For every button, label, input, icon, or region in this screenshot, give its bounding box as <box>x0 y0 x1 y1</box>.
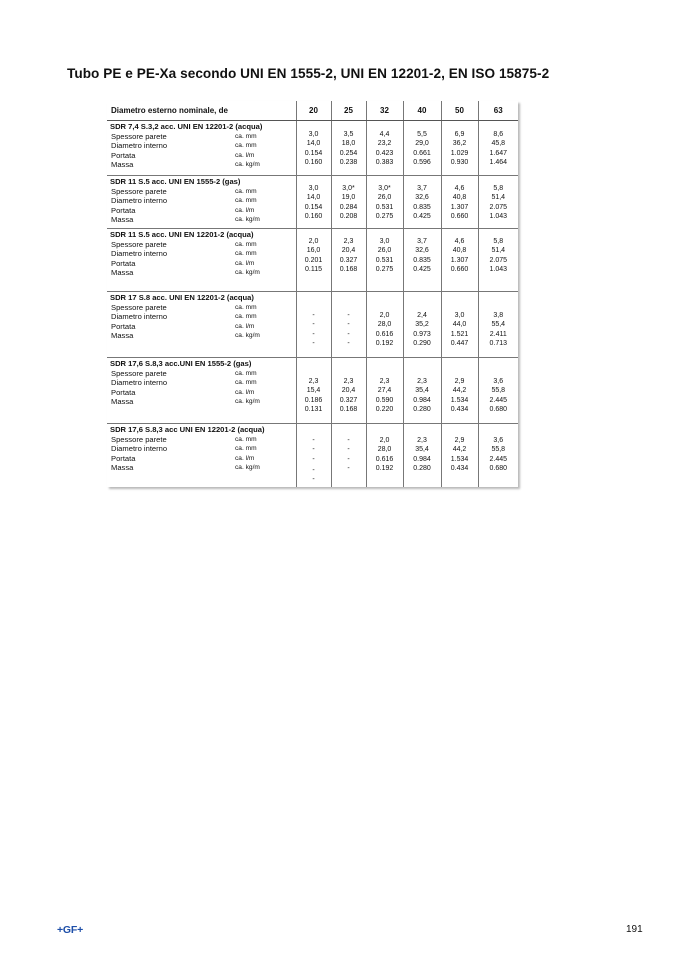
cell-value: 2,3 <box>343 238 354 245</box>
row-unit: ca. mm <box>235 313 257 321</box>
row-label-line <box>111 141 296 150</box>
row-label: Massa <box>111 267 134 277</box>
cell-value: 0.115 <box>305 265 322 273</box>
value-cell <box>403 292 441 358</box>
cell-value: 3,7 <box>417 185 427 192</box>
row-label-line <box>111 206 296 215</box>
row-labels <box>107 132 296 169</box>
row-label: Portata <box>111 453 136 463</box>
row-label: Massa <box>111 396 134 406</box>
row-label-line <box>111 303 296 312</box>
cell-value: 19,0 <box>341 194 356 202</box>
row-label: Portata <box>111 321 136 331</box>
row-label-line <box>111 259 296 268</box>
row-unit: ca. l/m <box>235 259 255 267</box>
value-cell <box>331 358 366 424</box>
cell-value: 0.383 <box>375 158 394 166</box>
row-unit: ca. mm <box>235 188 257 195</box>
value-cell <box>403 424 441 487</box>
cell-value: 0.835 <box>413 203 431 211</box>
row-unit: ca. mm <box>235 241 257 248</box>
row-unit: ca. mm <box>235 197 257 205</box>
cell-value: 0.192 <box>375 339 394 347</box>
cell-value: 2,3 <box>308 378 319 385</box>
cell-value: 32,6 <box>415 194 429 202</box>
row-label-line <box>111 331 296 340</box>
row-unit: ca. mm <box>235 250 257 258</box>
cell-value: 0.131 <box>304 405 323 413</box>
cell-value: - <box>312 330 315 338</box>
cell-value: 0.835 <box>413 256 431 264</box>
table-body <box>107 121 518 487</box>
row-label: Diametro interno <box>111 312 168 322</box>
cell-value: 0.434 <box>450 405 469 413</box>
header-label: Diametro esterno nominale, de <box>107 101 296 121</box>
cell-value: 1.521 <box>450 330 469 338</box>
value-cell <box>296 229 331 292</box>
cell-value: 0.661 <box>413 149 431 157</box>
cell-value: 2,3 <box>343 378 354 385</box>
column-header: 63 <box>478 101 518 121</box>
value-cell <box>478 229 518 292</box>
cell-value: - <box>312 339 315 347</box>
cell-value: - <box>312 312 315 319</box>
value-cell <box>331 424 366 487</box>
cell-value: 35,4 <box>415 446 429 454</box>
page-number: 191 <box>626 924 643 935</box>
cell-value: - <box>347 455 350 463</box>
cell-value: 0.425 <box>413 265 431 273</box>
cell-value: 3,7 <box>417 238 427 245</box>
value-cell <box>366 358 403 424</box>
table-section-row <box>107 121 518 176</box>
cell-value: 4,6 <box>454 185 465 192</box>
value-cell <box>441 176 478 229</box>
value-cell <box>403 176 441 229</box>
row-label: Massa <box>111 159 134 169</box>
row-labels <box>107 369 296 406</box>
cell-value: 0.531 <box>375 203 394 211</box>
cell-value: 28,0 <box>377 446 392 454</box>
cell-value: 0.186 <box>304 396 323 404</box>
value-cell <box>331 176 366 229</box>
row-unit: ca. kg/m <box>235 397 260 405</box>
cell-value: - <box>312 455 315 463</box>
table-section-row <box>107 229 518 292</box>
cell-value: 0.254 <box>339 149 358 157</box>
cell-value: 2.411 <box>489 330 507 338</box>
value-cell <box>296 292 331 358</box>
column-header: 32 <box>366 101 403 121</box>
row-unit: ca. l/m <box>235 206 255 214</box>
cell-value: 4,6 <box>454 238 465 245</box>
cell-value: 0.154 <box>304 149 323 157</box>
cell-value: 0.290 <box>413 339 431 347</box>
section-label-cell <box>107 424 296 487</box>
cell-value: 23,2 <box>377 140 392 148</box>
cell-value: 5,8 <box>493 185 504 192</box>
cell-value: 2,3 <box>417 378 427 385</box>
section-title: SDR 17 S.8 acc. UNI EN 12201-2 (acqua) <box>110 293 254 302</box>
row-unit: ca. mm <box>235 133 257 140</box>
cell-value: 1.464 <box>489 158 508 166</box>
table-section-row <box>107 358 518 424</box>
cell-value: 0.238 <box>339 158 358 166</box>
cell-value: 2.075 <box>489 203 508 211</box>
section-label-cell <box>107 229 296 292</box>
cell-value: - <box>347 330 350 338</box>
value-cell <box>296 358 331 424</box>
cell-value: 36,2 <box>452 140 467 148</box>
cell-value: 2,0 <box>308 238 319 245</box>
cell-value: 1.307 <box>450 256 469 264</box>
cell-value: 0.275 <box>375 265 394 273</box>
cell-value: 2,9 <box>454 378 465 385</box>
row-label-line <box>111 454 296 463</box>
row-label-line <box>111 388 296 397</box>
cell-value: 51,4 <box>491 247 506 255</box>
row-label: Spessore parete <box>111 435 167 444</box>
cell-value: 40,8 <box>452 194 467 202</box>
row-label-line <box>111 187 296 196</box>
column-header: 40 <box>403 101 441 121</box>
table-header-row <box>107 101 518 121</box>
page-title: Tubo PE e PE-Xa secondo UNI EN 1555-2, UNI EN 12201-2, EN ISO 15875-2 <box>67 66 550 81</box>
cell-value: 1.029 <box>450 149 469 157</box>
cell-value: - <box>347 339 350 347</box>
cell-value: 0.590 <box>375 396 394 404</box>
row-label: Spessore parete <box>111 303 167 312</box>
cell-value: 2,0 <box>379 437 390 444</box>
cell-value: - <box>312 321 315 329</box>
cell-value: 0.275 <box>375 212 394 220</box>
cell-value: 0.434 <box>450 464 469 472</box>
cell-value: 1.043 <box>489 212 508 220</box>
cell-value: 3,0 <box>308 185 319 192</box>
value-cell <box>478 358 518 424</box>
value-cell <box>441 121 478 176</box>
cell-value: 0.713 <box>489 339 508 347</box>
cell-value: 1.307 <box>450 203 469 211</box>
table-section-row <box>107 176 518 229</box>
row-unit: ca. kg/m <box>235 268 260 276</box>
pipe-dimensions-table <box>107 101 518 487</box>
cell-value: 0.160 <box>304 212 323 220</box>
row-labels <box>107 240 296 277</box>
cell-value: 0.284 <box>339 203 358 211</box>
row-unit: ca. l/m <box>235 322 255 330</box>
value-cell <box>403 358 441 424</box>
row-label-line <box>111 435 296 444</box>
row-label: Spessore parete <box>111 240 167 249</box>
row-unit: ca. l/m <box>235 388 255 396</box>
cell-value: 3,0 <box>379 238 390 245</box>
cell-value: - <box>347 312 350 319</box>
cell-value: 0.680 <box>489 464 508 472</box>
value-cell <box>331 292 366 358</box>
cell-value: 2,4 <box>417 312 427 319</box>
value-cell <box>478 424 518 487</box>
cell-value: 0.973 <box>413 330 431 338</box>
cell-value: 0.168 <box>339 265 358 273</box>
cell-value: 28,0 <box>377 321 392 329</box>
cell-value: - <box>312 476 315 484</box>
row-label: Massa <box>111 214 134 224</box>
cell-value: 2,0 <box>379 312 390 319</box>
value-cell <box>441 424 478 487</box>
section-title: SDR 11 S.5 acc. UNI EN 12201-2 (acqua) <box>110 230 254 239</box>
value-cell <box>478 121 518 176</box>
cell-value: 0.596 <box>413 158 431 166</box>
cell-value: 14,0 <box>306 140 321 148</box>
cell-value: 0.616 <box>375 330 394 338</box>
value-cell <box>331 229 366 292</box>
cell-value: - <box>347 437 350 444</box>
cell-value: - <box>347 446 350 454</box>
cell-value: 0.680 <box>489 405 508 413</box>
cell-value: 3,0* <box>378 185 391 192</box>
cell-value: 0.423 <box>375 149 394 157</box>
row-unit: ca. l/m <box>235 454 255 462</box>
cell-value: 15,4 <box>306 387 321 395</box>
cell-value: - <box>347 321 350 329</box>
row-labels <box>107 187 296 224</box>
value-cell <box>366 424 403 487</box>
cell-value: 55,8 <box>491 387 506 395</box>
cell-value: 55,4 <box>491 321 506 329</box>
row-label-line <box>111 160 296 169</box>
cell-value: 35,2 <box>415 321 429 329</box>
column-header: 25 <box>331 101 366 121</box>
cell-value: 2,9 <box>454 437 465 444</box>
row-unit: ca. mm <box>235 142 257 150</box>
row-label: Massa <box>111 462 134 472</box>
row-label: Portata <box>111 150 136 160</box>
cell-value: 0.168 <box>339 405 358 413</box>
cell-value: 20,4 <box>341 387 356 395</box>
cell-value: 26,0 <box>377 194 392 202</box>
row-unit: ca. l/m <box>235 151 255 159</box>
value-cell <box>478 176 518 229</box>
cell-value: 3,0* <box>342 185 355 192</box>
cell-value: 18,0 <box>341 140 356 148</box>
cell-value: 1.647 <box>489 149 508 157</box>
section-title: SDR 17,6 S.8,3 acc.UNI EN 1555-2 (gas) <box>110 359 252 368</box>
row-unit: ca. mm <box>235 379 257 387</box>
table-section-row <box>107 292 518 358</box>
cell-value: 3,8 <box>493 312 504 319</box>
cell-value: 8,6 <box>493 131 504 138</box>
cell-value: 0.660 <box>450 265 469 273</box>
cell-value: 0.930 <box>450 158 469 166</box>
row-label: Diametro interno <box>111 196 168 206</box>
cell-value: 0.616 <box>375 455 394 463</box>
value-cell <box>331 121 366 176</box>
value-cell <box>478 292 518 358</box>
cell-value: 32,6 <box>415 247 429 255</box>
cell-value: 0.192 <box>375 464 394 472</box>
row-label-line <box>111 151 296 160</box>
row-label: Portata <box>111 258 136 268</box>
row-label-line <box>111 196 296 205</box>
cell-value: 3,0 <box>454 312 465 319</box>
cell-value: 20,4 <box>341 247 356 255</box>
row-label: Diametro interno <box>111 141 168 151</box>
cell-value: - <box>312 466 315 474</box>
row-label: Spessore parete <box>111 369 167 378</box>
value-cell <box>441 229 478 292</box>
value-cell <box>366 229 403 292</box>
row-label: Portata <box>111 387 136 397</box>
row-label-line <box>111 132 296 141</box>
value-cell <box>366 292 403 358</box>
cell-value: 27,4 <box>377 387 392 395</box>
cell-value: 3,0 <box>308 131 319 138</box>
cell-value: 40,8 <box>452 247 467 255</box>
cell-value: 1.043 <box>489 265 508 273</box>
row-label-line <box>111 249 296 258</box>
value-cell <box>441 358 478 424</box>
cell-value: - <box>312 437 315 444</box>
value-cell <box>403 121 441 176</box>
row-label: Massa <box>111 330 134 340</box>
row-label: Diametro interno <box>111 249 168 259</box>
cell-value: 0.327 <box>339 396 358 404</box>
section-title: SDR 11 S.5 acc. UNI EN 1555-2 (gas) <box>110 177 241 186</box>
row-label: Portata <box>111 205 136 215</box>
cell-value: 0.984 <box>413 455 431 463</box>
value-cell <box>296 176 331 229</box>
cell-value: 0.984 <box>413 396 431 404</box>
cell-value: 0.447 <box>450 339 469 347</box>
cell-value: - <box>312 446 315 454</box>
cell-value: 55,8 <box>491 446 506 454</box>
table-section-row <box>107 424 518 487</box>
cell-value: 45,8 <box>491 140 506 148</box>
value-cell <box>296 424 331 487</box>
cell-value: 0.154 <box>304 203 323 211</box>
row-label-line <box>111 444 296 453</box>
cell-value: 35,4 <box>415 387 429 395</box>
row-label-line <box>111 322 296 331</box>
cell-value: 0.208 <box>339 212 358 220</box>
section-label-cell <box>107 292 296 358</box>
row-label-line <box>111 397 296 406</box>
cell-value: 44,2 <box>452 387 467 395</box>
section-title: SDR 7,4 S.3,2 acc. UNI EN 12201-2 (acqua) <box>110 122 263 131</box>
column-header: 50 <box>441 101 478 121</box>
row-labels <box>107 303 296 340</box>
cell-value: 0.280 <box>413 464 431 472</box>
cell-value: 2,3 <box>379 378 390 385</box>
cell-value: 0.160 <box>304 158 323 166</box>
row-unit: ca. kg/m <box>235 215 260 223</box>
section-label-cell <box>107 176 296 229</box>
row-label-line <box>111 369 296 378</box>
row-label-line <box>111 215 296 224</box>
value-cell <box>441 292 478 358</box>
cell-value: 6,9 <box>454 131 465 138</box>
value-cell <box>403 229 441 292</box>
row-label: Spessore parete <box>111 187 167 196</box>
row-unit: ca. mm <box>235 445 257 453</box>
cell-value: 0.425 <box>413 212 431 220</box>
row-unit: ca. kg/m <box>235 331 260 339</box>
cell-value: 2.075 <box>489 256 508 264</box>
value-cell <box>296 121 331 176</box>
cell-value: 5,5 <box>417 131 427 138</box>
section-title: SDR 17,6 S.8,3 acc UNI EN 12201-2 (acqua) <box>110 425 265 434</box>
row-unit: ca. mm <box>235 304 257 311</box>
gf-logo: +GF+ <box>57 924 84 936</box>
row-unit: ca. kg/m <box>235 463 260 471</box>
section-label-cell <box>107 121 296 176</box>
row-unit: ca. kg/m <box>235 160 260 168</box>
value-cell <box>366 176 403 229</box>
cell-value: 44,2 <box>452 446 467 454</box>
cell-value: 2.445 <box>489 396 508 404</box>
row-label: Diametro interno <box>111 444 168 454</box>
row-label: Spessore parete <box>111 132 167 141</box>
cell-value: 5,8 <box>493 238 504 245</box>
column-header: 20 <box>296 101 331 121</box>
row-unit: ca. mm <box>235 370 257 377</box>
row-labels <box>107 435 296 472</box>
section-label-cell <box>107 358 296 424</box>
cell-value: 0.201 <box>304 256 323 264</box>
cell-value: 51,4 <box>491 194 506 202</box>
cell-value: 29,0 <box>415 140 429 148</box>
row-label-line <box>111 463 296 472</box>
cell-value: 3,6 <box>493 437 504 444</box>
row-label-line <box>111 268 296 277</box>
cell-value: 0.531 <box>375 256 394 264</box>
cell-value: 0.220 <box>375 405 394 413</box>
row-unit: ca. mm <box>235 436 257 443</box>
cell-value: 1.534 <box>450 455 469 463</box>
cell-value: 0.660 <box>450 212 469 220</box>
cell-value: 26,0 <box>377 247 392 255</box>
cell-value: 16,0 <box>306 247 321 255</box>
cell-value: 3,6 <box>493 378 504 385</box>
cell-value: - <box>347 464 350 472</box>
cell-value: 3,5 <box>343 131 354 138</box>
cell-value: 14,0 <box>306 194 321 202</box>
cell-value: 4,4 <box>379 131 390 138</box>
cell-value: 2.445 <box>489 455 508 463</box>
cell-value: 2,3 <box>417 437 427 444</box>
cell-value: 44,0 <box>452 321 467 329</box>
row-label-line <box>111 378 296 387</box>
cell-value: 0.280 <box>413 405 431 413</box>
value-cell <box>366 121 403 176</box>
cell-value: 0.327 <box>339 256 358 264</box>
cell-value: 1.534 <box>450 396 469 404</box>
row-label: Diametro interno <box>111 378 168 388</box>
row-label-line <box>111 312 296 321</box>
row-label-line <box>111 240 296 249</box>
